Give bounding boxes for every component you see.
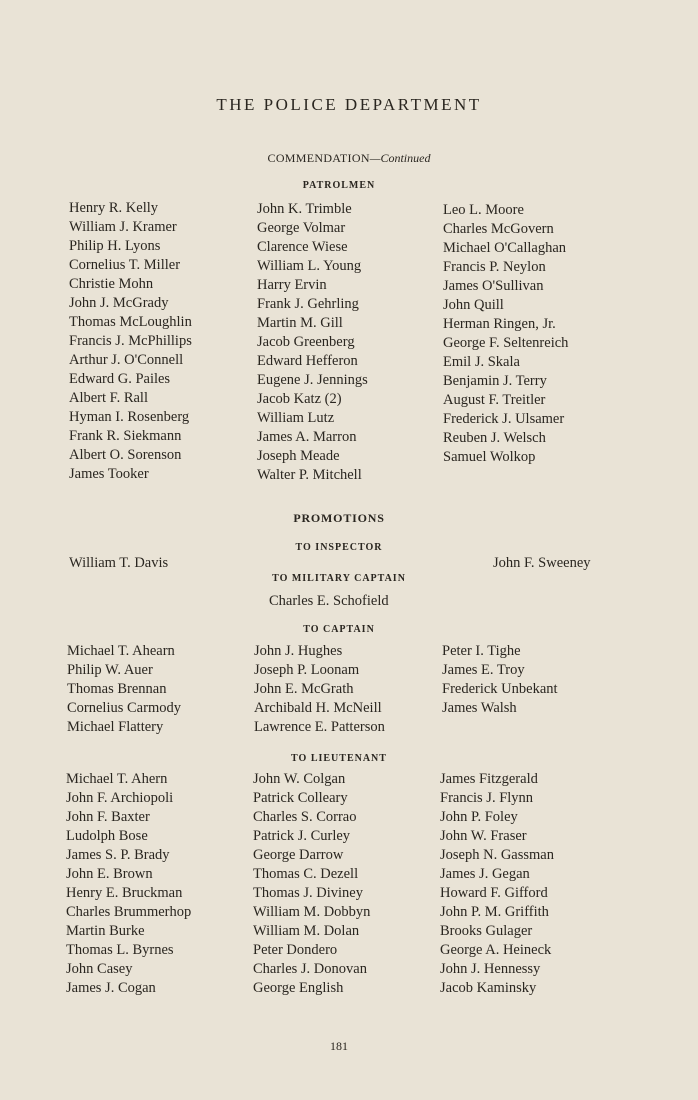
name-entry: Michael T. Ahearn: [67, 643, 175, 659]
name-entry: Harry Ervin: [257, 277, 327, 293]
name-entry: Reuben J. Welsch: [443, 430, 546, 446]
name-entry: Eugene J. Jennings: [257, 372, 368, 388]
captain-col-3: [442, 642, 558, 718]
name-entry: John F. Baxter: [66, 809, 150, 825]
name-entry: William M. Dobbyn: [253, 904, 371, 920]
name-entry: James O'Sullivan: [443, 278, 544, 294]
name-entry: George F. Seltenreich: [443, 335, 569, 351]
name-entry: Jacob Kaminsky: [440, 980, 537, 996]
name-entry: Patrick Colleary: [253, 790, 348, 806]
name-entry: John K. Trimble: [257, 201, 352, 217]
patrolmen-col-2: [257, 200, 368, 485]
name-entry: Thomas Brennan: [67, 681, 167, 697]
name-entry: Thomas J. Diviney: [253, 885, 363, 901]
name-entry: Michael O'Callaghan: [443, 240, 567, 256]
inspector-name-right: John F. Sweeney: [493, 555, 591, 571]
name-entry: John W. Fraser: [440, 828, 527, 844]
name-entry: James Walsh: [442, 700, 517, 716]
name-entry: Arthur J. O'Connell: [69, 352, 184, 368]
name-entry: John P. Foley: [440, 809, 518, 825]
name-entry: Joseph P. Loonam: [254, 662, 360, 678]
name-entry: Howard F. Gifford: [440, 885, 548, 901]
name-entry: Samuel Wolkop: [443, 449, 536, 465]
name-entry: James Fitzgerald: [440, 771, 538, 787]
name-entry: Patrick J. Curley: [253, 828, 351, 844]
name-entry: Jacob Greenberg: [257, 334, 355, 350]
promotions-heading: PROMOTIONS: [293, 511, 385, 525]
captain-col-1: [67, 642, 181, 737]
name-entry: Francis J. McPhillips: [69, 333, 192, 349]
name-entry: Jacob Katz (2): [257, 391, 342, 407]
name-entry: Albert F. Rall: [69, 390, 148, 406]
name-entry: Martin M. Gill: [257, 315, 343, 331]
name-entry: Frederick J. Ulsamer: [443, 411, 565, 427]
name-entry: John F. Archiopoli: [66, 790, 174, 806]
name-entry: Thomas C. Dezell: [253, 866, 359, 882]
name-entry: William Lutz: [257, 410, 335, 426]
name-entry: Philip H. Lyons: [69, 238, 161, 254]
name-entry: Albert O. Sorenson: [69, 447, 182, 463]
name-entry: Edward G. Pailes: [69, 371, 171, 387]
name-entry: William J. Kramer: [69, 219, 177, 235]
name-entry: August F. Treitler: [443, 392, 546, 408]
name-entry: John Quill: [443, 297, 504, 313]
inspector-name-left: William T. Davis: [69, 555, 169, 571]
name-entry: George A. Heineck: [440, 942, 552, 958]
name-entry: William L. Young: [257, 258, 362, 274]
name-entry: Hyman I. Rosenberg: [69, 409, 190, 425]
page-title: THE POLICE DEPARTMENT: [216, 95, 482, 114]
military-captain-name: Charles E. Schofield: [269, 593, 389, 609]
name-entry: Frederick Unbekant: [442, 681, 558, 697]
to-inspector-heading: TO INSPECTOR: [295, 542, 383, 553]
name-entry: Frank R. Siekmann: [69, 428, 182, 444]
name-entry: Henry E. Bruckman: [66, 885, 183, 901]
to-lieutenant-heading: TO LIEUTENANT: [291, 753, 387, 764]
name-entry: George Darrow: [253, 847, 344, 863]
name-entry: Leo L. Moore: [443, 202, 524, 218]
name-entry: Charles J. Donovan: [253, 961, 367, 977]
name-entry: James E. Troy: [442, 662, 525, 678]
lieutenant-col-3: [440, 770, 554, 998]
name-entry: Peter Dondero: [253, 942, 338, 958]
name-entry: James J. Cogan: [66, 980, 156, 996]
name-entry: Cornelius Carmody: [67, 700, 181, 716]
patrolmen-col-3: [443, 201, 568, 467]
name-entry: Michael T. Ahern: [66, 771, 168, 787]
continued-label: —Continued: [369, 151, 431, 165]
name-entry: Archibald H. McNeill: [254, 700, 382, 716]
name-entry: James Tooker: [69, 466, 149, 482]
name-entry: Charles S. Corrao: [253, 809, 357, 825]
captain-col-2: [254, 642, 385, 737]
lieutenant-col-1: [66, 770, 191, 998]
name-entry: John E. McGrath: [254, 681, 354, 697]
name-entry: Joseph N. Gassman: [440, 847, 554, 863]
name-entry: Charles Brummerhop: [66, 904, 192, 920]
name-entry: James S. P. Brady: [66, 847, 170, 863]
name-entry: Joseph Meade: [257, 448, 340, 464]
name-entry: Cornelius T. Miller: [69, 257, 181, 273]
name-entry: Edward Hefferon: [257, 353, 358, 369]
name-entry: Christie Mohn: [69, 276, 154, 292]
name-entry: Emil J. Skala: [443, 354, 520, 370]
name-entry: Lawrence E. Patterson: [254, 719, 385, 735]
page-number: 181: [330, 1039, 348, 1053]
patrolmen-col-1: [69, 199, 192, 484]
to-military-captain-heading: TO MILITARY CAPTAIN: [272, 573, 406, 584]
name-entry: John J. McGrady: [69, 295, 169, 311]
name-entry: Clarence Wiese: [257, 239, 348, 255]
name-entry: Francis P. Neylon: [443, 259, 546, 275]
name-entry: Philip W. Auer: [67, 662, 153, 678]
name-entry: John W. Colgan: [253, 771, 346, 787]
name-entry: James A. Marron: [257, 429, 357, 445]
name-entry: John P. M. Griffith: [440, 904, 549, 920]
to-captain-heading: TO CAPTAIN: [303, 624, 375, 635]
name-entry: Frank J. Gehrling: [257, 296, 359, 312]
lieutenant-col-2: [253, 770, 370, 998]
name-entry: Peter I. Tighe: [442, 643, 521, 659]
name-entry: Francis J. Flynn: [440, 790, 534, 806]
name-entry: John E. Brown: [66, 866, 153, 882]
section-name: COMMENDATION: [267, 151, 370, 165]
section-subtitle: [0, 151, 698, 166]
name-entry: Thomas McLoughlin: [69, 314, 192, 330]
name-entry: Herman Ringen, Jr.: [443, 316, 556, 332]
name-entry: Michael Flattery: [67, 719, 164, 735]
name-entry: William M. Dolan: [253, 923, 360, 939]
name-entry: Walter P. Mitchell: [257, 467, 362, 483]
name-entry: James J. Gegan: [440, 866, 530, 882]
patrolmen-heading: PATROLMEN: [302, 180, 376, 191]
name-entry: Thomas L. Byrnes: [66, 942, 174, 958]
name-entry: Ludolph Bose: [66, 828, 148, 844]
name-entry: Brooks Gulager: [440, 923, 533, 939]
name-entry: Henry R. Kelly: [69, 200, 158, 216]
name-entry: George English: [253, 980, 344, 996]
name-entry: John J. Hughes: [254, 643, 343, 659]
name-entry: Martin Burke: [66, 923, 145, 939]
name-entry: John J. Hennessy: [440, 961, 541, 977]
name-entry: Charles McGovern: [443, 221, 554, 237]
name-entry: John Casey: [66, 961, 133, 977]
name-entry: Benjamin J. Terry: [443, 373, 547, 389]
name-entry: George Volmar: [257, 220, 346, 236]
